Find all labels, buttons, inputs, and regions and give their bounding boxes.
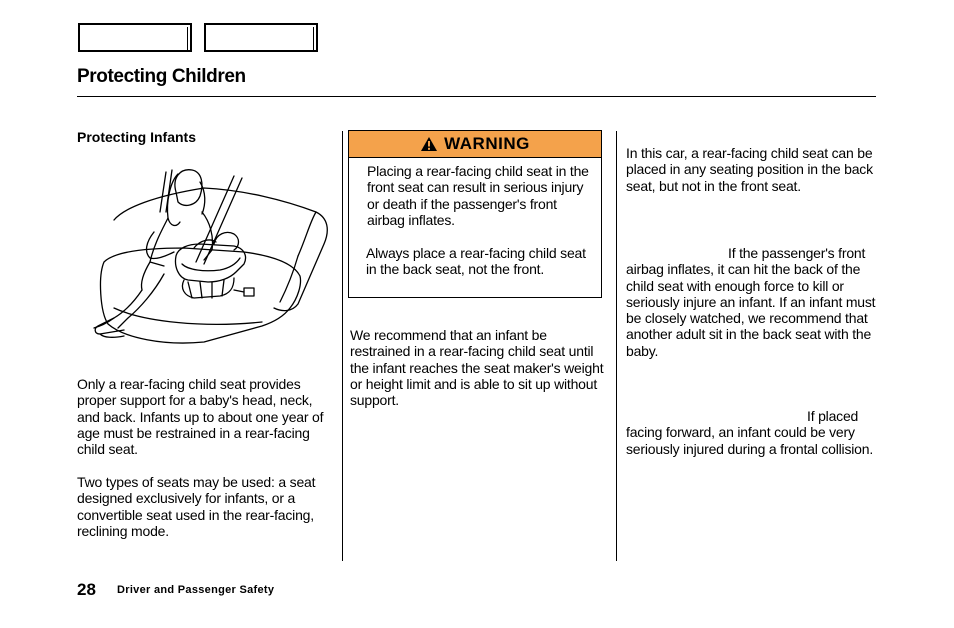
paragraph-seating-position: In this car, a rear-facing child seat can be placed in any seating position in the back seat, but not in the front seat. [626,145,873,194]
warning-label: WARNING [444,134,530,153]
warning-text-airbag: Placing a rear-facing child seat in the front seat can result in serious injury or death if the passenger's front airbag inflates. [367,163,589,228]
section-heading: Protecting Infants [77,129,197,145]
column-divider [342,131,343,561]
paragraph-airbag-risk: If the passenger's front airbag inflates, it can hit the back of the child seat with enough force to kill or seriously injure an infant. If an infant must be closely watched, we recommend that another adult sit in the back seat with the baby. [626,245,876,359]
title-divider [77,96,876,97]
page-number: 28 [77,580,96,599]
nav-button-previous[interactable] [78,23,192,52]
warning-box [348,130,602,298]
nav-button-next[interactable] [204,23,318,52]
column-divider [616,131,617,561]
infant-seat-illustration [84,152,332,352]
page-title: Protecting Children [77,66,246,87]
warning-text-back-seat: Always place a rear-facing child seat in the back seat, not the front. [366,245,586,278]
paragraph-forward-facing-risk: If placed facing forward, an infant could be very seriously injured during a frontal collision. [626,408,874,457]
footer-section-name: Driver and Passenger Safety [117,584,275,596]
warning-triangle-icon [420,136,438,152]
warning-header [349,131,601,158]
paragraph-recommendation: We recommend that an infant be restrained in a rear-facing child seat until the infant reaches the seat maker's weight or height limit and is able to sit up without support. [350,327,604,409]
paragraph-seat-types: Two types of seats may be used: a seat designed exclusively for infants, or a convertible seat used in the rear-facing, reclining mode. [77,474,316,539]
paragraph-rear-facing-support: Only a rear-facing child seat provides proper support for a baby's head, neck, and back. Infants up to about one year of age must be restrained in a rear-facing child seat. [77,376,324,458]
